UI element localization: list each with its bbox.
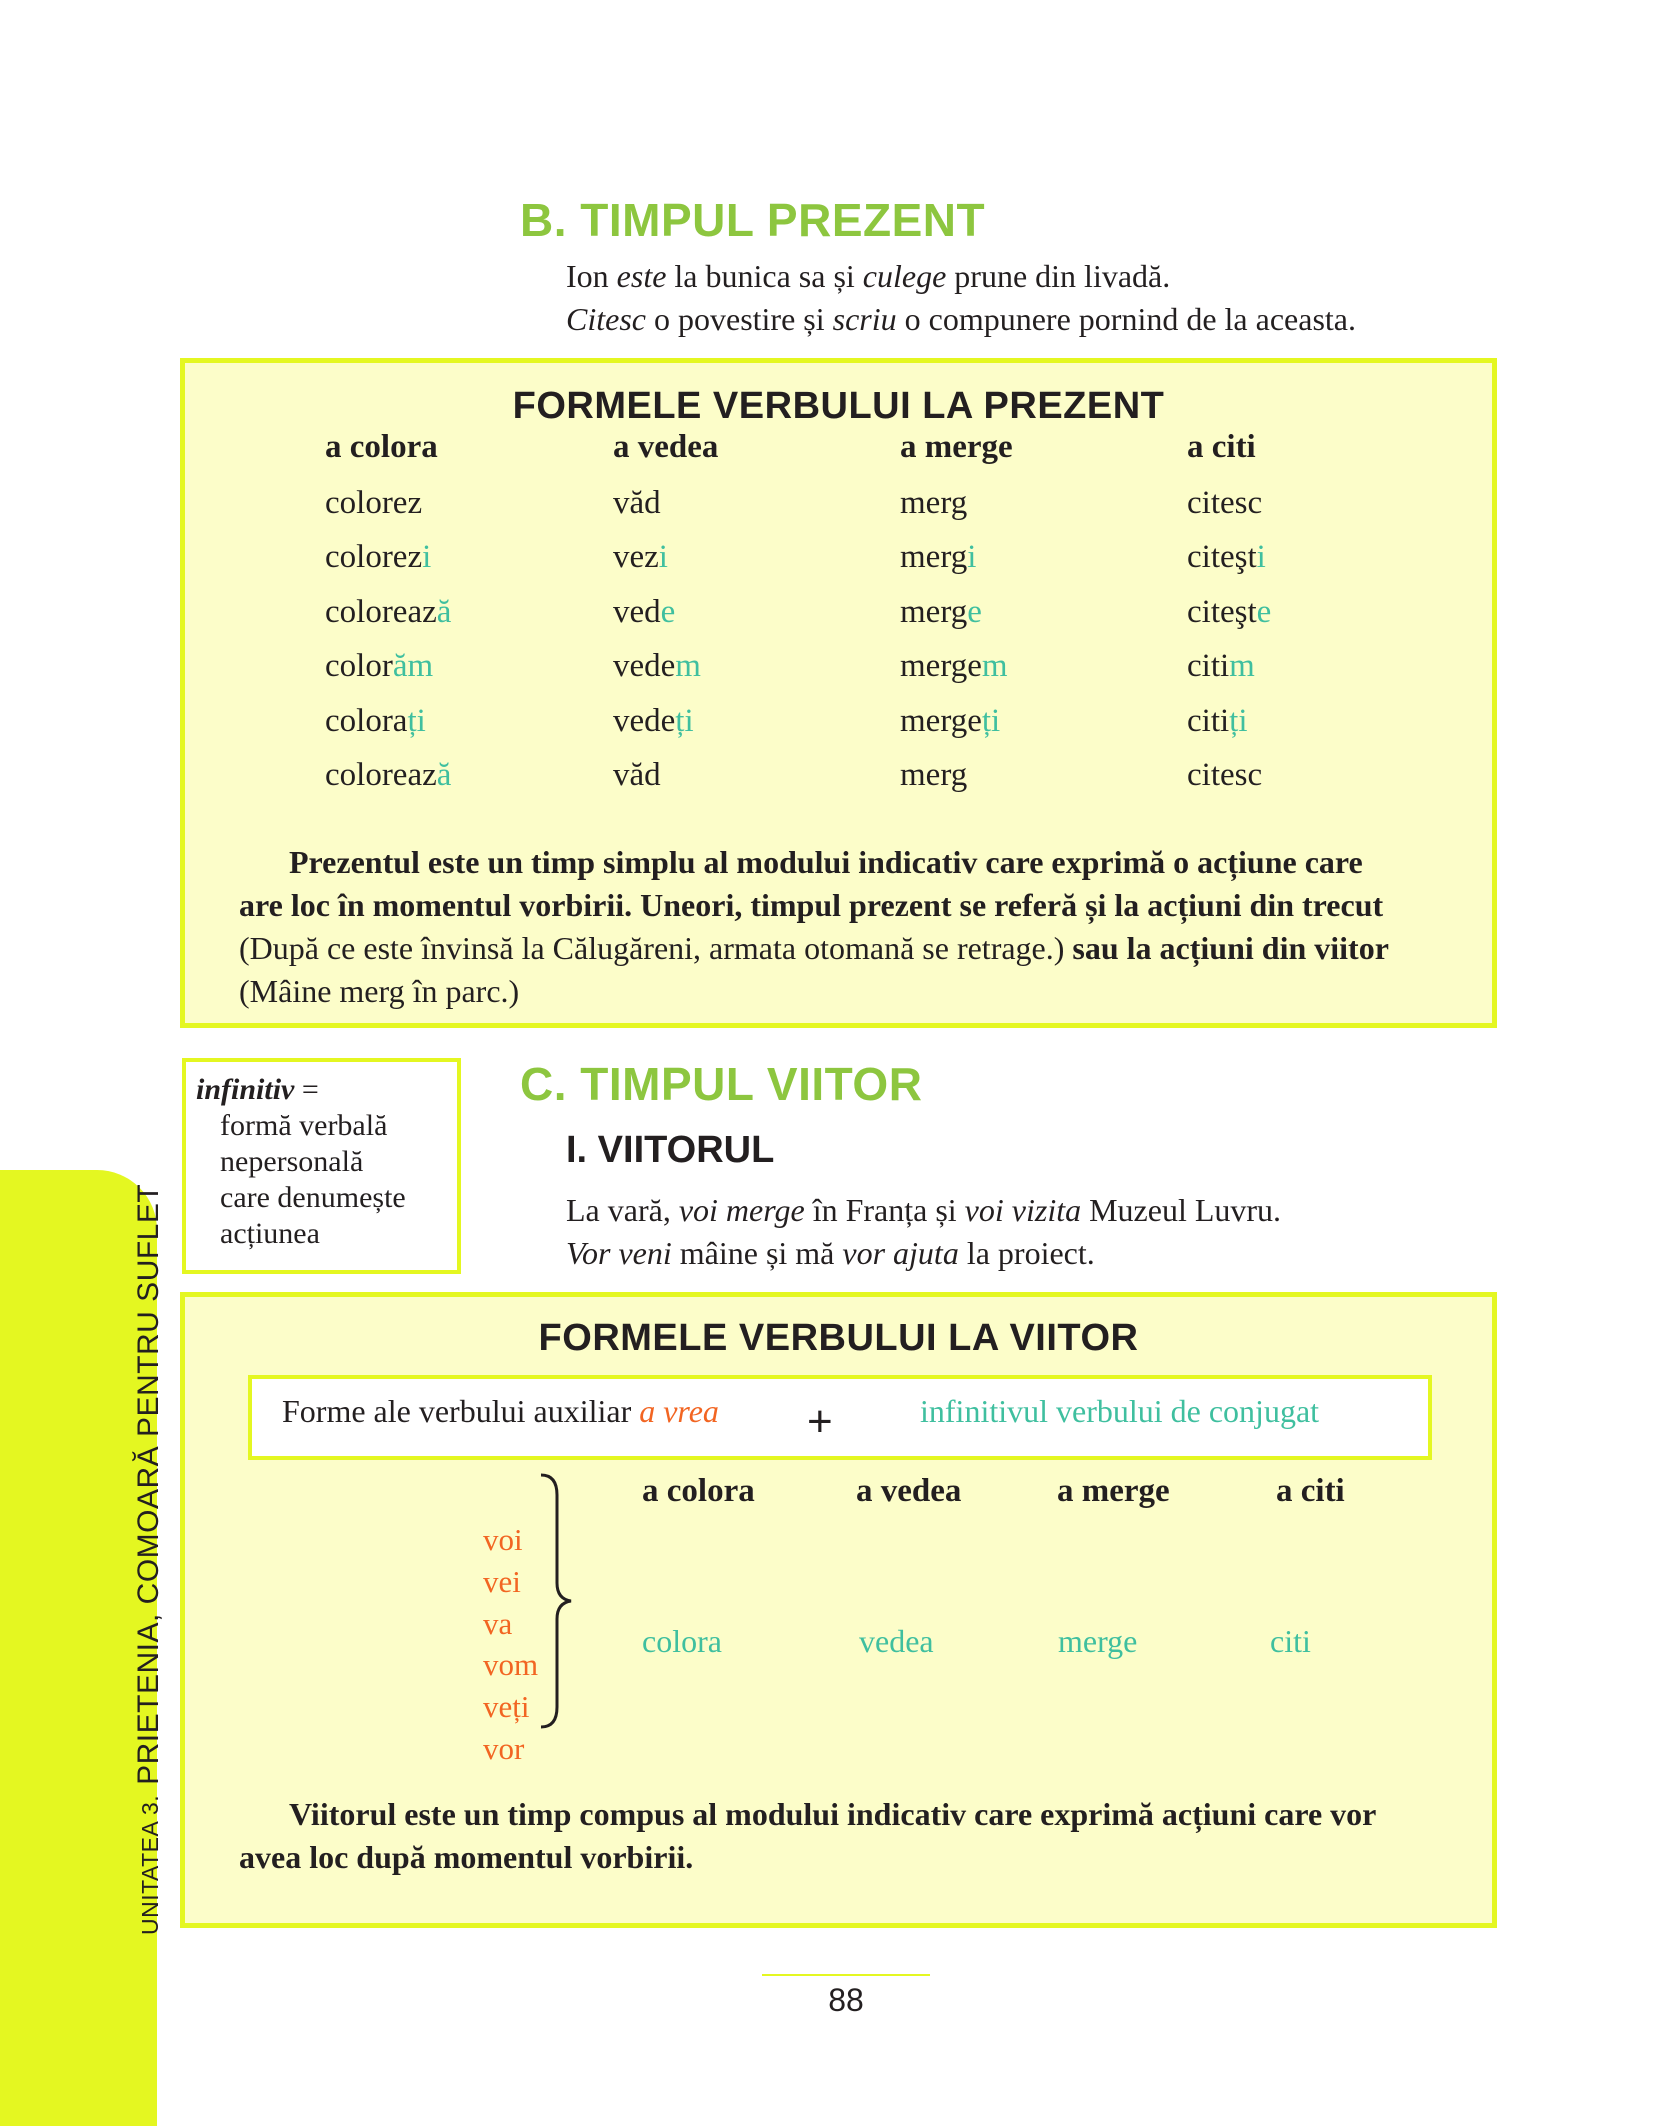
future-definition bbox=[239, 1793, 1460, 1879]
definition-line bbox=[239, 884, 1460, 927]
verb-form bbox=[325, 648, 433, 685]
verb-ending: ți bbox=[675, 702, 694, 739]
formula-auxiliary-text: Forme ale verbului auxiliar a vrea bbox=[282, 1393, 719, 1429]
verb-stem: vede bbox=[613, 702, 676, 739]
verb-form bbox=[325, 757, 451, 794]
verb-ending: m bbox=[981, 648, 1008, 685]
infinitive-form: vedea bbox=[859, 1623, 934, 1659]
verb-form bbox=[900, 703, 1000, 740]
verb-form bbox=[325, 485, 422, 522]
section-c-title: C. TIMPUL VIITOR bbox=[520, 1058, 923, 1110]
future-box-title: FORMELE VERBULUI LA VIITOR bbox=[538, 1317, 1139, 1359]
sentence-text: mâine și mă bbox=[671, 1235, 843, 1271]
verb-ending: i bbox=[422, 539, 432, 576]
page-number: 88 bbox=[828, 1982, 864, 2018]
verb-stem: citeşt bbox=[1187, 539, 1257, 576]
verb-form bbox=[900, 594, 982, 631]
sentence-text: la bunica sa și bbox=[666, 258, 863, 294]
infinitive-def-line: acțiunea bbox=[220, 1217, 320, 1250]
verb-form bbox=[613, 539, 668, 576]
verb-form bbox=[900, 757, 967, 794]
verb-form bbox=[325, 594, 451, 631]
infinitive-form: colora bbox=[642, 1623, 722, 1659]
verb-ending: i bbox=[967, 539, 977, 576]
definition-bold-text: avea loc după momentul vorbirii. bbox=[239, 1839, 694, 1875]
unit-title: PRIETENIA, COMOARĂ PENTRU SUFLET bbox=[132, 1183, 165, 1785]
infinitive-form: citi bbox=[1270, 1623, 1311, 1659]
verb-stem: coloreaz bbox=[325, 593, 437, 630]
infinitive-term-line bbox=[196, 1072, 319, 1108]
verb-stem: văd bbox=[613, 757, 661, 793]
verb-form bbox=[613, 757, 661, 794]
infinitive-note bbox=[182, 1058, 461, 1274]
verb-stem: colorez bbox=[325, 539, 423, 576]
verb-ending: e bbox=[660, 593, 676, 630]
verb-stem: merg bbox=[900, 757, 968, 793]
column-header: a merge bbox=[900, 429, 1013, 465]
column-header: a vedea bbox=[856, 1473, 962, 1509]
verb-stem: citesc bbox=[1187, 757, 1263, 793]
column-header: a vedea bbox=[613, 429, 719, 465]
column-header: a colora bbox=[642, 1473, 755, 1509]
column-header: a colora bbox=[325, 429, 438, 465]
definition-line bbox=[239, 841, 1460, 884]
auxiliary-form: vom bbox=[483, 1647, 539, 1683]
sentence-text: Muzeul Luvru. bbox=[1081, 1192, 1282, 1228]
verb-stem: merge bbox=[900, 702, 982, 739]
verb-form bbox=[1187, 648, 1255, 685]
verb-stem: merg bbox=[900, 593, 968, 630]
verb-stem: color bbox=[325, 648, 393, 685]
unit-side-label bbox=[132, 1184, 166, 1935]
verb-ending: i bbox=[658, 539, 668, 576]
definition-bold-text: Viitorul este un timp compus al modului indicativ care exprimă acțiuni care vor bbox=[289, 1796, 1377, 1832]
verb-highlight: Citesc bbox=[566, 301, 646, 337]
verb-ending: m bbox=[675, 648, 701, 685]
verb-form bbox=[900, 648, 1008, 685]
infinitive-def-line: formă verbală bbox=[220, 1109, 388, 1142]
auxiliary-form: veți bbox=[483, 1689, 530, 1725]
auxiliary-form: vei bbox=[483, 1563, 521, 1599]
column-header: a citi bbox=[1187, 429, 1256, 465]
verb-ending: e bbox=[967, 593, 982, 630]
verb-form bbox=[1187, 757, 1262, 794]
verb-highlight: voi merge bbox=[678, 1192, 805, 1228]
verb-stem: citi bbox=[1187, 702, 1230, 739]
verb-form bbox=[613, 703, 694, 740]
definition-line bbox=[239, 1836, 1460, 1879]
verb-form bbox=[613, 648, 701, 685]
auxiliary-form: va bbox=[483, 1605, 513, 1641]
verb-stem: merg bbox=[900, 485, 968, 521]
verb-ending: ți bbox=[407, 702, 426, 739]
page-number-rule bbox=[762, 1974, 930, 1976]
definition-bold-text: Prezentul este un timp simplu al modului indicativ care exprimă o acțiune care bbox=[289, 844, 1363, 880]
verb-ending: ă bbox=[436, 757, 452, 793]
definition-line bbox=[239, 1793, 1460, 1836]
verb-ending: ă bbox=[436, 593, 452, 630]
sentence-text: Ion bbox=[566, 258, 617, 294]
definition-line bbox=[239, 970, 1460, 1013]
section-c-subtitle: I. VIITORUL bbox=[566, 1129, 775, 1171]
formula-infinitive-text: infinitivul verbului de conjugat bbox=[920, 1393, 1320, 1429]
infinitive-form: merge bbox=[1058, 1623, 1138, 1659]
verb-highlight: Vor veni bbox=[566, 1235, 672, 1271]
verb-form bbox=[1187, 703, 1248, 740]
auxiliary-verb: a vrea bbox=[639, 1393, 719, 1429]
verb-form bbox=[900, 485, 967, 522]
verb-stem: citeşt bbox=[1187, 593, 1257, 630]
verb-stem: citi bbox=[1187, 648, 1230, 685]
verb-form bbox=[613, 485, 661, 522]
verb-highlight: este bbox=[616, 258, 667, 294]
verb-form bbox=[613, 594, 675, 631]
sentence-text: la proiect. bbox=[958, 1235, 1095, 1271]
infinitive-def-line: nepersonală bbox=[220, 1145, 364, 1178]
verb-highlight: culege bbox=[862, 258, 947, 294]
definition-bold-text: are loc în momentul vorbirii. Uneori, timpul prezent se referă și la acțiuni din trecut bbox=[239, 887, 1384, 923]
plus-sign: + bbox=[807, 1397, 833, 1446]
verb-highlight: scriu bbox=[832, 301, 897, 337]
verb-stem: colorez bbox=[325, 485, 423, 521]
auxiliary-form: vor bbox=[483, 1731, 525, 1766]
auxiliary-form: voi bbox=[483, 1522, 523, 1557]
verb-stem: merg bbox=[900, 539, 968, 576]
present-definition bbox=[239, 841, 1460, 1013]
column-header: a citi bbox=[1276, 1473, 1345, 1509]
brace-icon bbox=[537, 1471, 577, 1731]
sentence-text: o compunere pornind de la aceasta. bbox=[896, 301, 1356, 337]
sentence-text: o povestire și bbox=[645, 301, 833, 337]
present-forms-box bbox=[180, 358, 1497, 1028]
verb-stem: vez bbox=[613, 539, 659, 576]
verb-ending: m bbox=[1229, 648, 1255, 685]
verb-stem: ved bbox=[613, 593, 661, 630]
verb-stem: vede bbox=[613, 648, 676, 685]
verb-stem: citesc bbox=[1187, 485, 1263, 521]
verb-form bbox=[1187, 594, 1271, 631]
verb-stem: văd bbox=[613, 485, 661, 521]
verb-form bbox=[1187, 539, 1266, 576]
example-sentence bbox=[566, 258, 1170, 295]
unit-number: UNITATEA 3. bbox=[137, 1794, 163, 1935]
verb-form bbox=[1187, 485, 1262, 522]
verb-form bbox=[325, 539, 431, 576]
example-sentence bbox=[566, 301, 1356, 338]
verb-ending: ăm bbox=[392, 648, 434, 685]
verb-stem: colora bbox=[325, 702, 408, 739]
section-b-title: B. TIMPUL PREZENT bbox=[520, 194, 986, 246]
sentence-text: prune din livadă. bbox=[946, 258, 1171, 294]
verb-highlight: vor ajuta bbox=[842, 1235, 959, 1271]
infinitive-equals: = bbox=[294, 1073, 319, 1106]
verb-ending: ți bbox=[981, 702, 1001, 739]
verb-ending: e bbox=[1256, 593, 1272, 630]
future-forms-box bbox=[180, 1292, 1497, 1928]
infinitive-def-line: care denumește bbox=[220, 1181, 406, 1214]
verb-ending: ți bbox=[1229, 702, 1248, 739]
present-box-title: FORMELE VERBULUI LA PREZENT bbox=[512, 385, 1165, 427]
sentence-text: în Franța și bbox=[804, 1192, 965, 1228]
definition-bold-text: sau la acțiuni din viitor bbox=[1064, 930, 1389, 966]
verb-highlight: voi vizita bbox=[964, 1192, 1082, 1228]
verb-stem: coloreaz bbox=[325, 757, 437, 793]
sentence-text: La vară, bbox=[566, 1192, 679, 1228]
definition-example-text: (După ce este învinsă la Călugăreni, armata otomană se retrage.) bbox=[239, 930, 1065, 966]
verb-ending: i bbox=[1256, 539, 1266, 576]
definition-line bbox=[239, 927, 1460, 970]
infinitive-term: infinitiv bbox=[196, 1073, 295, 1106]
verb-form bbox=[900, 539, 976, 576]
definition-example-text: (Mâine merg în parc.) bbox=[239, 973, 520, 1009]
future-formula bbox=[248, 1375, 1432, 1460]
example-sentence bbox=[566, 1235, 1095, 1272]
verb-stem: merge bbox=[900, 648, 982, 685]
verb-form bbox=[325, 703, 426, 740]
column-header: a merge bbox=[1057, 1473, 1170, 1509]
example-sentence bbox=[566, 1192, 1281, 1229]
